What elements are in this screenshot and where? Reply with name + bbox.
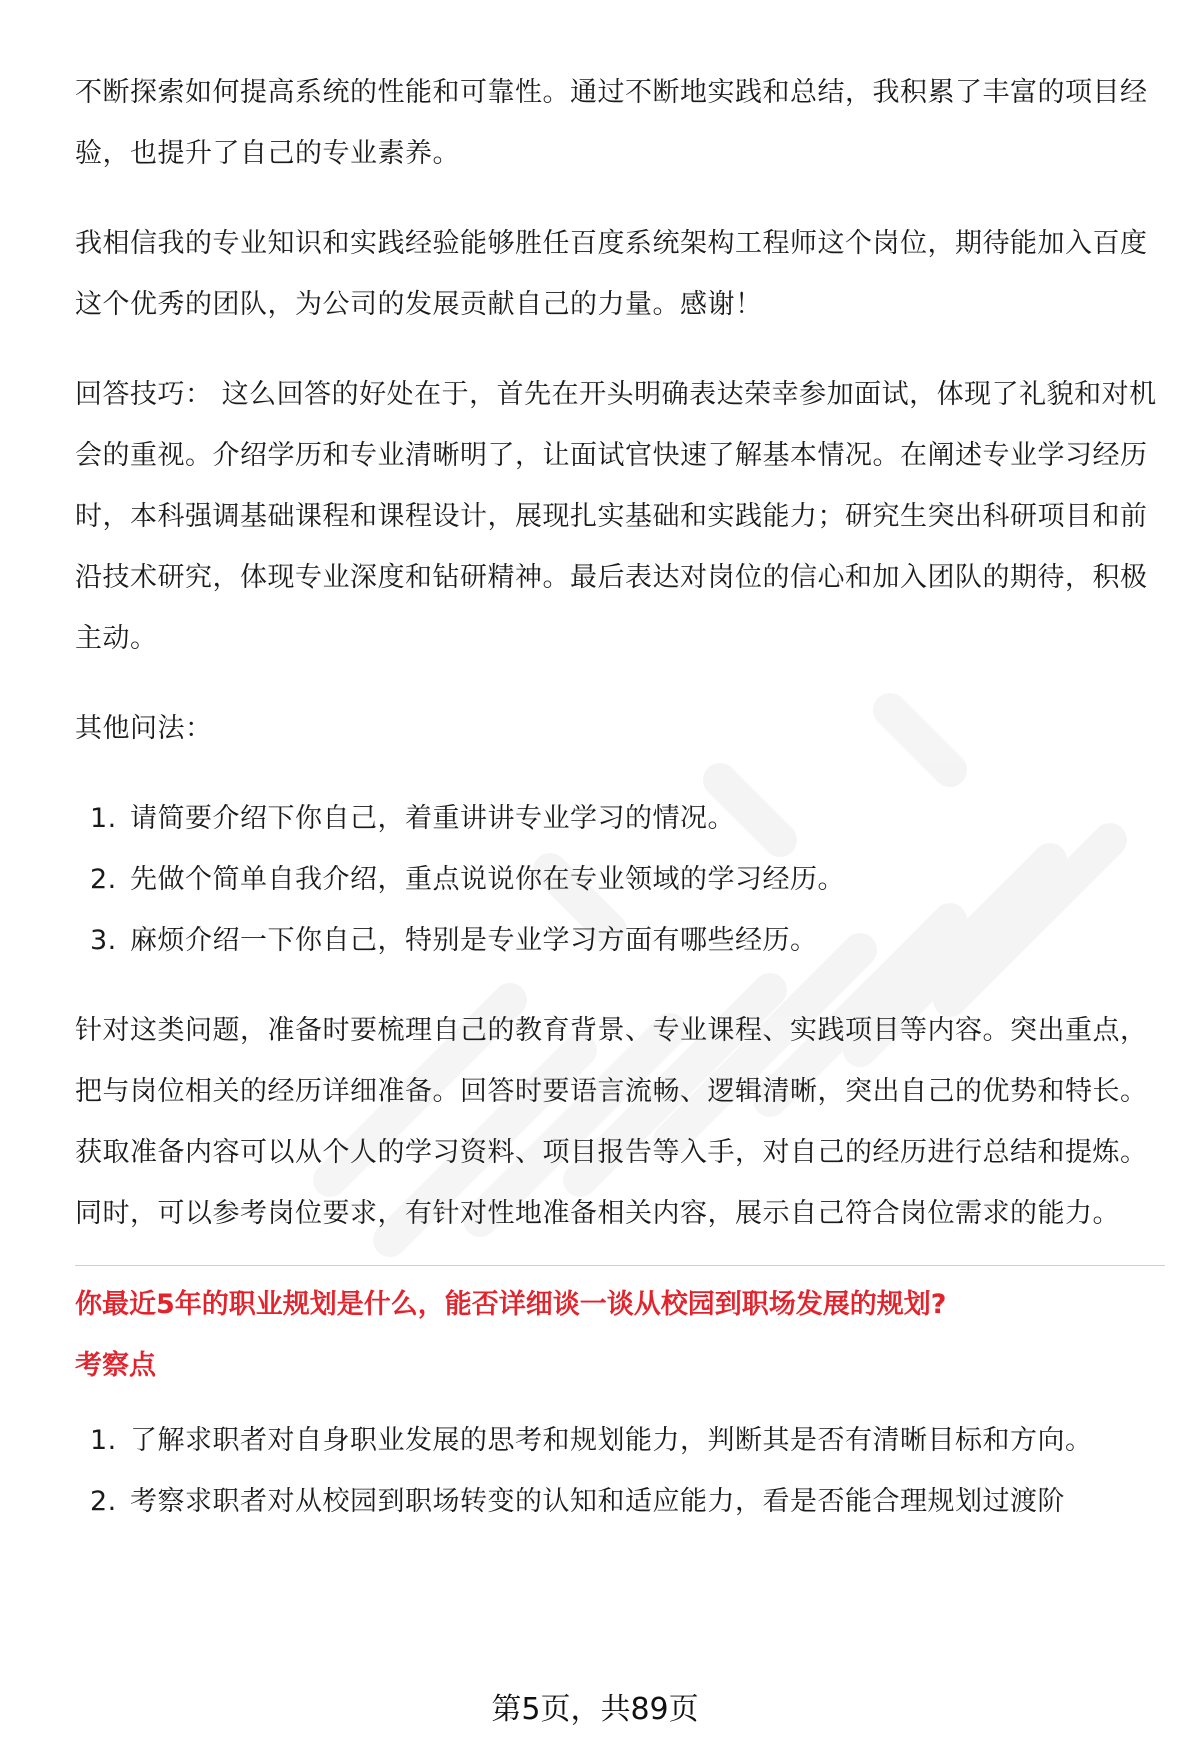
list-text: 麻烦介绍一下你自己，特别是专业学习方面有哪些经历。 [130, 925, 818, 956]
other-questions-list [75, 788, 1165, 971]
list-number: 2. [90, 1486, 117, 1517]
paragraph-experience-summary: 不断探索如何提高系统的性能和可靠性。通过不断地实践和总结，我积累了丰富的项目经验，也提升了自己的专业素养。 [75, 77, 1148, 169]
page-footer: 第5页，共89页 [491, 1692, 699, 1727]
list-item [75, 788, 1165, 849]
assessment-points-list [75, 1410, 1165, 1532]
paragraph-closing: 我相信我的专业知识和实践经验能够胜任百度系统架构工程师这个岗位，期待能加入百度这个优秀的团队，为公司的发展贡献自己的力量。感谢！ [75, 228, 1148, 320]
list-item [75, 1410, 1165, 1471]
other-questions-label: 其他问法： [75, 713, 213, 744]
section-divider [75, 1265, 1165, 1266]
paragraph-preparation-advice: 针对这类问题，准备时要梳理自己的教育背景、专业课程、实践项目等内容。突出重点，把与岗位相关的经历详细准备。回答时要语言流畅、逻辑清晰，突出自己的优势和特长。获取准备内容可以从个人的学习资料、项目报告等入手，对自己的经历进行总结和提炼。同时，可以参考岗位要求，有针对性地准备相关内容，展示自己符合岗位需求的能力。 [75, 1015, 1148, 1229]
list-text: 先做个简单自我介绍，重点说说你在专业领域的学习经历。 [130, 864, 845, 895]
list-number: 2. [90, 864, 117, 895]
list-item [75, 910, 1165, 971]
list-number: 1. [90, 803, 117, 834]
list-text: 了解求职者对自身职业发展的思考和规划能力，判断其是否有清晰目标和方向。 [130, 1425, 1093, 1456]
list-text: 请简要介绍下你自己，着重讲讲专业学习的情况。 [130, 803, 735, 834]
document-body [75, 62, 1165, 1532]
list-text: 考察求职者对从校园到职场转变的认知和适应能力，看是否能合理规划过渡阶 [130, 1486, 1065, 1517]
question-subheading: 考察点 [75, 1350, 156, 1381]
list-number: 1. [90, 1425, 117, 1456]
list-item [75, 1471, 1165, 1532]
question-title: 你最近5年的职业规划是什么，能否详细谈一谈从校园到职场发展的规划? [75, 1289, 947, 1320]
paragraph-answer-tips: 回答技巧： 这么回答的好处在于，首先在开头明确表达荣幸参加面试，体现了礼貌和对机会的重视。介绍学历和专业清晰明了，让面试官快速了解基本情况。在阐述专业学习经历时，本科强调基础课程和课程设计，展现扎实基础和实践能力；研究生突出科研项目和前沿技术研究，体现专业深度和钻研精神。最后表达对岗位的信心和加入团队的期待，积极主动。 [75, 379, 1157, 654]
list-number: 3. [90, 925, 117, 956]
list-item [75, 849, 1165, 910]
